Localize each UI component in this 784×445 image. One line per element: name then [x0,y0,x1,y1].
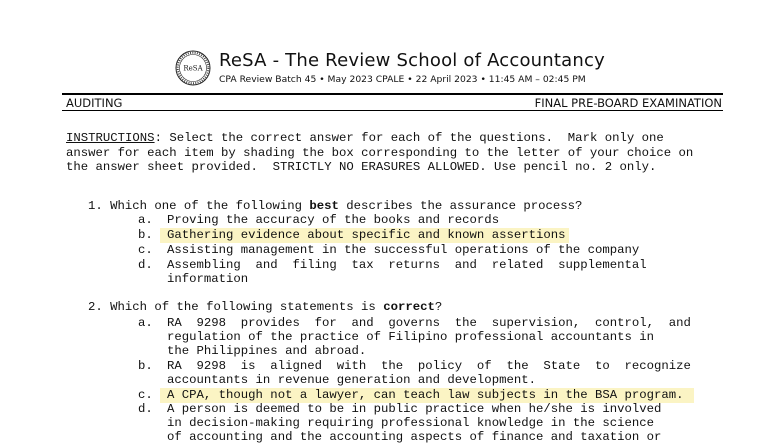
question-2-option-c-highlighted: A CPA, though not a lawyer, can teach law subjects in the BSA program. [160,388,694,403]
question-1-option-a: Proving the accuracy of the books and records [167,213,500,227]
header-rule-thin [62,110,723,111]
question-2-option-d-line: in decision-making requiring professional knowledge in the science [167,416,655,430]
option-letter: b. [138,228,153,242]
option-letter: c. [138,388,153,402]
question-2-option-a-line: RA 9298 provides for and governs the supervision, control, and [167,316,691,330]
school-name: ReSA - The Review School of Accountancy [219,50,605,71]
question-2-option-d-line: A person is deemed to be in public practice when he/she is involved [167,402,662,416]
option-letter: a. [138,316,153,330]
question-1-option-b-highlighted: Gathering evidence about specific and known assertions [160,228,569,243]
option-letter: d. [138,258,153,272]
header-rule [62,93,723,95]
logo-text: ReSA [183,64,203,73]
question-1-option-d-line: information [167,272,249,286]
question-1-stem: 1. Which one of the following best describes the assurance process? [88,199,583,213]
option-letter: b. [138,359,153,373]
question-1-option-d-line: Assembling and filing tax returns and related supplemental [167,258,647,272]
instructions-line: : Select the correct answer for each of the questions. Mark only one [154,131,664,145]
instructions-block [66,131,726,175]
instructions-line: answer for each item by shading the box corresponding to the letter of your choice on [66,145,694,160]
question-1-option-c: Assisting management in the successful operations of the company [167,243,640,257]
question-2-option-a-line: regulation of the practice of Filipino professional accountants in [167,330,655,344]
question-2-stem: 2. Which of the following statements is correct? [88,300,443,314]
question-2-option-b-line: RA 9298 is aligned with the policy of the State to recognize [167,359,691,373]
question-2-option-b-line: accountants in revenue generation and development. [167,373,536,387]
instructions-label: INSTRUCTIONS [66,131,155,145]
option-letter: c. [138,243,153,257]
option-letter: d. [138,402,153,416]
question-2-option-a-line: the Philippines and abroad. [167,344,367,358]
school-seal-logo [175,50,211,86]
session-details: CPA Review Batch 45 • May 2023 CPALE • 22 April 2023 • 11:45 AM – 02:45 PM [219,74,586,85]
exam-type-label: FINAL PRE-BOARD EXAMINATION [534,96,722,110]
question-2-option-d-line: of accounting and the accounting aspects of finance and taxation or [167,430,662,444]
instructions-line: the answer sheet provided. STRICTLY NO ERASURES ALLOWED. Use pencil no. 2 only. [66,160,657,174]
subject-label: AUDITING [66,96,123,110]
option-letter: a. [138,213,153,227]
